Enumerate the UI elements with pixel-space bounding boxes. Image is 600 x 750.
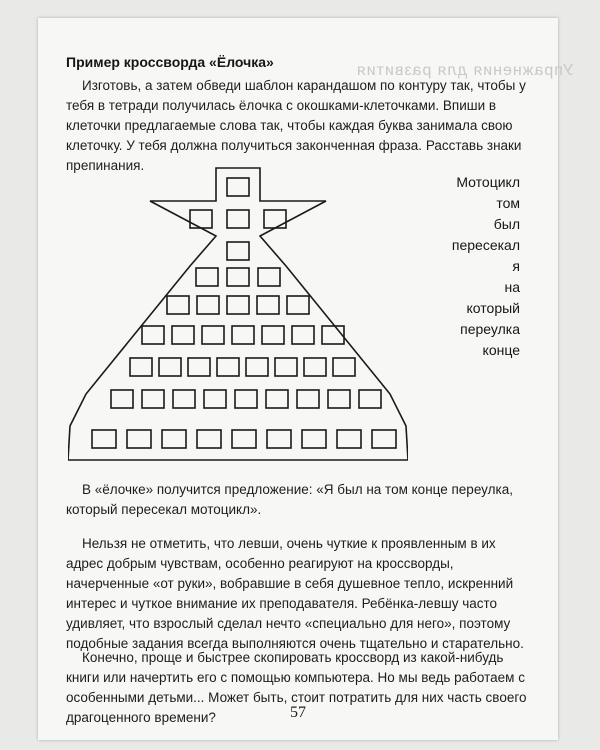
- crossword-cell: [190, 210, 212, 228]
- bleed-through-text: Упражнения для развития: [356, 62, 574, 79]
- crossword-cell: [111, 390, 133, 408]
- crossword-cells: [92, 178, 396, 448]
- book-page: [38, 18, 574, 740]
- crossword-cell: [197, 430, 221, 448]
- crossword-cell: [173, 390, 195, 408]
- crossword-cell: [246, 358, 268, 376]
- crossword-cell: [197, 296, 219, 314]
- crossword-cell: [196, 268, 218, 286]
- crossword-cell: [322, 326, 344, 344]
- crossword-cell: [258, 268, 280, 286]
- crossword-cell: [337, 430, 361, 448]
- crossword-cell: [264, 210, 286, 228]
- crossword-tree-diagram: [68, 166, 408, 466]
- crossword-cell: [142, 326, 164, 344]
- word-item: конце: [482, 342, 520, 358]
- crossword-cell: [227, 242, 249, 260]
- crossword-cell: [232, 430, 256, 448]
- crossword-cell: [266, 390, 288, 408]
- crossword-cell: [262, 326, 284, 344]
- crossword-cell: [359, 390, 381, 408]
- word-item: на: [504, 279, 520, 295]
- crossword-cell: [159, 358, 181, 376]
- instruction-paragraph: Изготовь, а затем обведи шаблон карандашом по контуру так, чтобы у тебя в тетради получилась ёлочка с окошками-клеточками. Впиши в клеточки предлагаемые слова так, чтобы каждая буква занимала свою клеточку. У тебя должна получиться законченная фраза. Расставь знаки препинания.: [66, 78, 526, 173]
- crossword-cell: [227, 296, 249, 314]
- crossword-cell: [257, 296, 279, 314]
- crossword-cell: [267, 430, 291, 448]
- crossword-cell: [302, 430, 326, 448]
- crossword-cell: [162, 430, 186, 448]
- answer-paragraph: В «ёлочке» получится предложение: «Я был на том конце переулка, который пересекал мотоцикл».: [66, 482, 513, 517]
- crossword-cell: [328, 390, 350, 408]
- section-heading: Пример кроссворда «Ёлочка»: [66, 54, 274, 70]
- crossword-cell: [297, 390, 319, 408]
- word-item: Мотоцикл: [456, 174, 520, 190]
- crossword-cell: [130, 358, 152, 376]
- word-item: который: [466, 300, 520, 316]
- body-paragraph: Нельзя не отметить, что левши, очень чуткие к проявленным в их адрес добрым чувствам, особенно реагируют на кроссворды, начерченные «от руки», вобравшие в себя душевное тепло, искренний интерес и чуткое внимание их преподавателя. Ребёнка-левшу часто удивляет, что взрослый сделал нечто «специально для него», поэтому подобные задания всегда выполняются очень тщательно и старательно.: [66, 536, 524, 651]
- word-item: я: [512, 258, 520, 274]
- crossword-cell: [202, 326, 224, 344]
- crossword-cell: [127, 430, 151, 448]
- crossword-cell: [275, 358, 297, 376]
- crossword-cell: [204, 390, 226, 408]
- crossword-cell: [235, 390, 257, 408]
- body-paragraph: Конечно, проще и быстрее скопировать кроссворд из какой-нибудь книги или начертить его с помощью компьютера. Но мы ведь работаем с особенными детьми... Может быть, стоит потратить для них часть своего драгоценного времени?: [66, 650, 527, 725]
- crossword-cell: [333, 358, 355, 376]
- word-item: том: [496, 195, 520, 211]
- crossword-cell: [232, 326, 254, 344]
- crossword-cell: [217, 358, 239, 376]
- crossword-cell: [227, 178, 249, 196]
- crossword-cell: [167, 296, 189, 314]
- page-number: 57: [290, 704, 306, 721]
- word-item: переулка: [460, 321, 520, 337]
- crossword-cell: [287, 296, 309, 314]
- crossword-cell: [188, 358, 210, 376]
- word-item: был: [493, 216, 520, 232]
- crossword-cell: [292, 326, 314, 344]
- crossword-cell: [304, 358, 326, 376]
- crossword-cell: [172, 326, 194, 344]
- crossword-cell: [372, 430, 396, 448]
- crossword-cell: [92, 430, 116, 448]
- word-list: [400, 172, 520, 361]
- crossword-cell: [227, 268, 249, 286]
- crossword-cell: [142, 390, 164, 408]
- crossword-cell: [227, 210, 249, 228]
- word-item: пересекал: [451, 237, 520, 253]
